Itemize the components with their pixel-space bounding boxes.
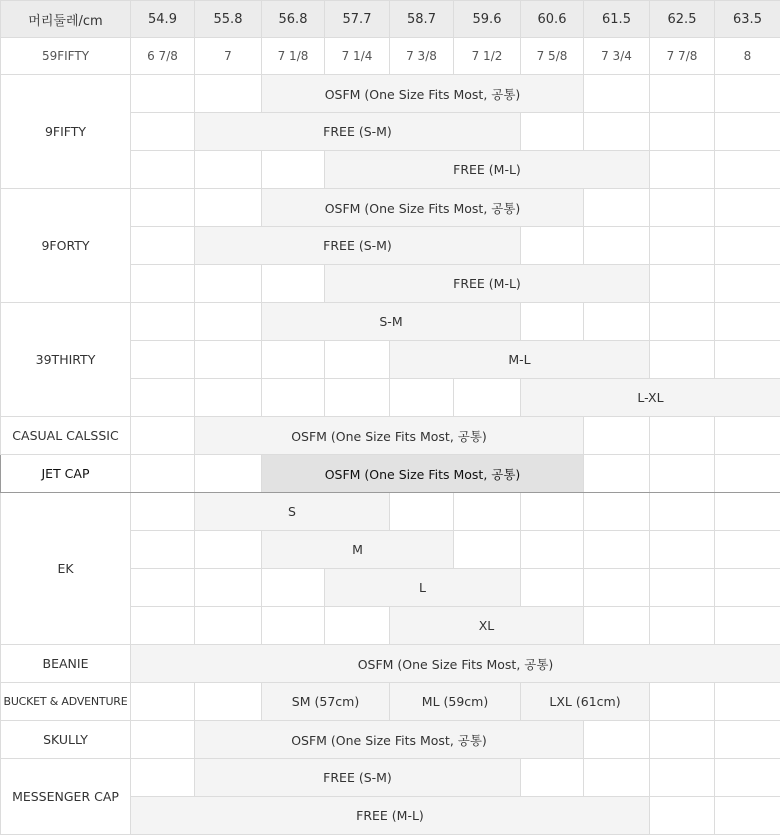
model-label-39thirty: 39THIRTY [1,303,131,417]
fitted-size-cell: 8 [715,38,780,75]
empty-cell [131,569,195,607]
empty-cell [521,303,584,341]
size-range-lxl: L-XL [521,379,780,417]
row-ek-s [1,493,780,531]
empty-cell [195,569,262,607]
empty-cell [650,227,715,265]
fitted-size-cell: 7 3/4 [584,38,650,75]
empty-cell [521,493,584,531]
empty-cell [131,493,195,531]
empty-cell [715,569,780,607]
empty-cell [650,341,715,379]
empty-cell [390,379,454,417]
empty-cell [131,341,195,379]
size-range-free-ml: FREE (M-L) [325,151,650,189]
size-range-osfm: OSFM (One Size Fits Most, 공통) [262,75,584,113]
empty-cell [650,493,715,531]
empty-cell [584,303,650,341]
empty-cell [131,531,195,569]
empty-cell [650,189,715,227]
empty-cell [584,455,650,493]
row-9fifty-osfm [1,75,780,113]
model-label-beanie: BEANIE [1,645,131,683]
size-range-sm: S-M [262,303,521,341]
empty-cell [131,759,195,797]
model-label-ek: EK [1,493,131,645]
empty-cell [650,531,715,569]
size-range-osfm: OSFM (One Size Fits Most, 공통) [262,455,584,493]
empty-cell [195,303,262,341]
empty-cell [521,113,584,151]
empty-cell [195,341,262,379]
empty-cell [715,75,780,113]
empty-cell [715,341,780,379]
empty-cell [584,569,650,607]
empty-cell [262,341,325,379]
row-59fifty [1,38,780,75]
empty-cell [650,455,715,493]
empty-cell [195,607,262,645]
empty-cell [131,227,195,265]
empty-cell [325,607,390,645]
empty-cell [584,759,650,797]
size-range-free-sm: FREE (S-M) [195,227,521,265]
head-size-cell: 55.8 [195,1,262,38]
size-range-osfm: OSFM (One Size Fits Most, 공통) [131,645,780,683]
size-range-sm: SM (57cm) [262,683,390,721]
fitted-size-cell: 7 5/8 [521,38,584,75]
head-circumference-label: 머리둘레/cm [1,1,131,38]
empty-cell [715,797,780,835]
head-size-cell: 54.9 [131,1,195,38]
empty-cell [454,379,521,417]
empty-cell [650,759,715,797]
empty-cell [131,75,195,113]
empty-cell [262,151,325,189]
empty-cell [131,417,195,455]
fitted-size-cell: 7 3/8 [390,38,454,75]
empty-cell [715,455,780,493]
fitted-size-cell: 7 7/8 [650,38,715,75]
empty-cell [650,151,715,189]
empty-cell [454,531,521,569]
empty-cell [131,379,195,417]
empty-cell [195,683,262,721]
model-label-9fifty: 9FIFTY [1,75,131,189]
row-casual-classic [1,417,780,455]
model-label-59fifty: 59FIFTY [1,38,131,75]
row-messenger-free-sm [1,759,780,797]
size-range-m: M [262,531,454,569]
empty-cell [262,569,325,607]
size-range-free-sm: FREE (S-M) [195,113,521,151]
head-size-cell: 62.5 [650,1,715,38]
size-range-free-ml: FREE (M-L) [131,797,650,835]
empty-cell [195,189,262,227]
empty-cell [195,151,262,189]
empty-cell [650,569,715,607]
head-size-cell: 60.6 [521,1,584,38]
size-range-l: L [325,569,521,607]
empty-cell [131,113,195,151]
fitted-size-cell: 7 1/8 [262,38,325,75]
empty-cell [715,531,780,569]
empty-cell [131,683,195,721]
fitted-size-cell: 6 7/8 [131,38,195,75]
row-39thirty-sm [1,303,780,341]
model-label-messenger-cap: MESSENGER CAP [1,759,131,835]
empty-cell [715,227,780,265]
model-label-jet-cap: JET CAP [1,455,131,493]
empty-cell [325,379,390,417]
empty-cell [195,75,262,113]
fitted-size-cell: 7 [195,38,262,75]
empty-cell [131,151,195,189]
empty-cell [521,531,584,569]
row-9forty-osfm [1,189,780,227]
empty-cell [131,455,195,493]
empty-cell [195,455,262,493]
model-label-skully: SKULLY [1,721,131,759]
empty-cell [715,265,780,303]
empty-cell [131,189,195,227]
empty-cell [131,607,195,645]
empty-cell [715,493,780,531]
size-range-free-ml: FREE (M-L) [325,265,650,303]
empty-cell [650,265,715,303]
size-range-lxl: LXL (61cm) [521,683,650,721]
row-bucket-adventure [1,683,780,721]
empty-cell [715,607,780,645]
empty-cell [650,113,715,151]
empty-cell [195,265,262,303]
size-range-ml: M-L [390,341,650,379]
size-range-osfm: OSFM (One Size Fits Most, 공통) [262,189,584,227]
model-label-9forty: 9FORTY [1,189,131,303]
empty-cell [650,797,715,835]
empty-cell [584,75,650,113]
empty-cell [521,227,584,265]
size-range-xl: XL [390,607,584,645]
empty-cell [131,265,195,303]
empty-cell [262,265,325,303]
head-size-cell: 63.5 [715,1,780,38]
fitted-size-cell: 7 1/4 [325,38,390,75]
empty-cell [195,379,262,417]
empty-cell [521,759,584,797]
size-range-osfm: OSFM (One Size Fits Most, 공통) [195,417,584,455]
empty-cell [715,417,780,455]
model-label-bucket-adventure: BUCKET & ADVENTURE [1,683,131,721]
empty-cell [650,417,715,455]
empty-cell [715,113,780,151]
size-range-osfm: OSFM (One Size Fits Most, 공통) [195,721,584,759]
empty-cell [584,721,650,759]
empty-cell [390,493,454,531]
empty-cell [715,683,780,721]
empty-cell [131,303,195,341]
empty-cell [715,759,780,797]
empty-cell [650,607,715,645]
empty-cell [715,303,780,341]
empty-cell [715,189,780,227]
empty-cell [195,531,262,569]
row-beanie [1,645,780,683]
empty-cell [584,531,650,569]
empty-cell [584,189,650,227]
empty-cell [584,227,650,265]
row-jet-cap [1,455,780,493]
empty-cell [521,569,584,607]
empty-cell [262,379,325,417]
size-range-s: S [195,493,390,531]
empty-cell [262,607,325,645]
empty-cell [650,75,715,113]
empty-cell [650,683,715,721]
empty-cell [584,113,650,151]
head-size-cell: 58.7 [390,1,454,38]
row-skully [1,721,780,759]
header-row [1,1,780,38]
empty-cell [650,303,715,341]
head-size-cell: 56.8 [262,1,325,38]
fitted-size-cell: 7 1/2 [454,38,521,75]
empty-cell [454,493,521,531]
empty-cell [715,151,780,189]
empty-cell [650,721,715,759]
model-label-casual-classic: CASUAL CALSSIC [1,417,131,455]
empty-cell [584,607,650,645]
size-range-free-sm: FREE (S-M) [195,759,521,797]
empty-cell [584,493,650,531]
head-size-cell: 59.6 [454,1,521,38]
empty-cell [715,721,780,759]
empty-cell [325,341,390,379]
empty-cell [584,417,650,455]
head-size-cell: 57.7 [325,1,390,38]
head-size-cell: 61.5 [584,1,650,38]
empty-cell [131,721,195,759]
size-range-ml: ML (59cm) [390,683,521,721]
